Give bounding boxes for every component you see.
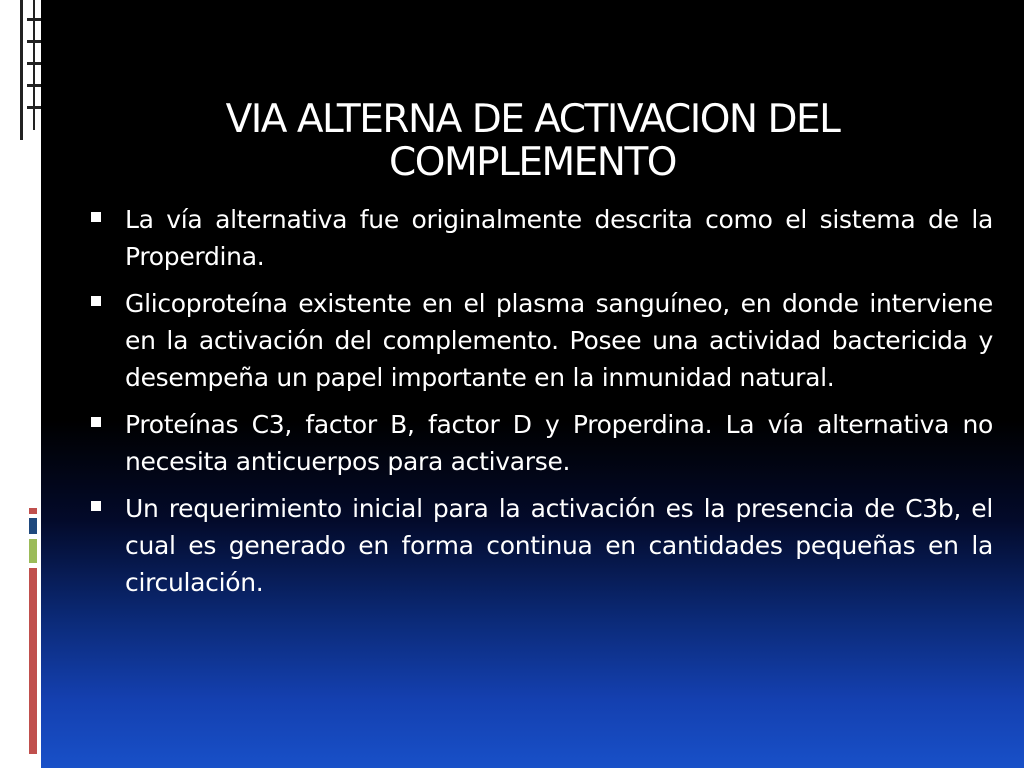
- bullet-text: La vía alternativa fue originalmente descrita como el sistema de la Properdina.: [125, 205, 993, 271]
- square-bullet-icon: [91, 417, 101, 427]
- bullet-text: Glicoproteína existente en el plasma sanguíneo, en donde interviene en la activación del complemento. Posee una actividad bactericida y desempeña un papel importante en la inmunidad natural.: [125, 289, 993, 392]
- slide-title: VIA ALTERNA DE ACTIVACION DEL COMPLEMENTO: [225, 97, 840, 186]
- accent-bar-red: [29, 568, 37, 754]
- accent-bar-blue: [29, 518, 37, 534]
- square-bullet-icon: [91, 212, 101, 222]
- left-decoration-strip: [0, 0, 41, 768]
- accent-bar-green: [29, 539, 37, 563]
- square-bullet-icon: [91, 501, 101, 511]
- decorative-lines: [0, 0, 41, 140]
- bullet-list: [125, 201, 993, 611]
- bullet-item: [125, 406, 993, 480]
- accent-bar-red-top: [29, 508, 37, 514]
- bullet-text: Un requerimiento inicial para la activación es la presencia de C3b, el cual es generado en forma continua en cantidades pequeñas en la circulación.: [125, 494, 993, 597]
- bullet-item: [125, 490, 993, 601]
- bullet-text: Proteínas C3, factor B, factor D y Properdina. La vía alternativa no necesita anticuerpos para activarse.: [125, 410, 993, 476]
- bullet-item: [125, 201, 993, 275]
- bullet-item: [125, 285, 993, 396]
- square-bullet-icon: [91, 296, 101, 306]
- slide: [41, 0, 1024, 768]
